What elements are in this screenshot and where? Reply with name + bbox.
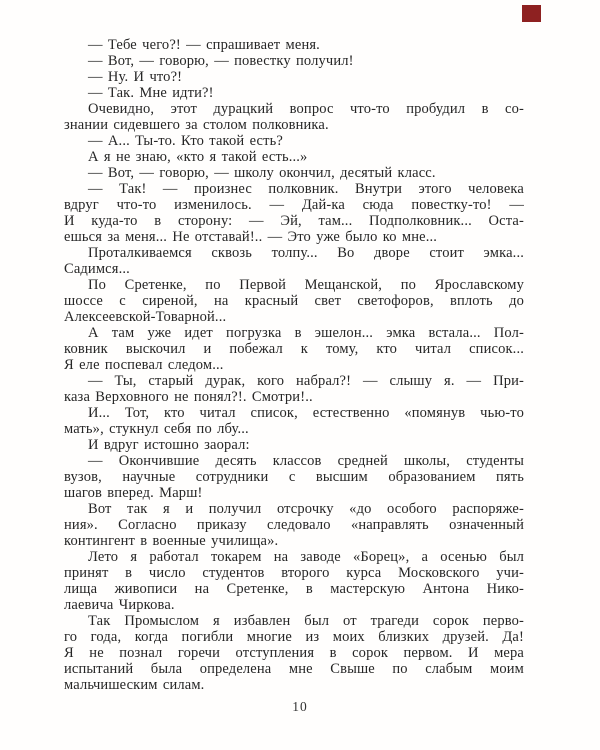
paragraph <box>64 549 524 613</box>
text-line: вузов, научные сотрудники с высшим образованием пять <box>64 469 524 485</box>
paragraph <box>64 405 524 437</box>
text-line: — Тебе чего?! — спрашивает меня. <box>88 37 320 53</box>
text-line: шоссе с сиреной, на красный свет светофоров, вплоть до <box>64 293 524 309</box>
text-line: контингент в военные училища». <box>64 533 279 549</box>
text-line: го года, когда погибли многие из моих близких друзей. Да! <box>64 629 524 645</box>
paragraph <box>64 53 524 69</box>
paragraph <box>64 133 524 149</box>
text-line: вдруг что-то изменилось. — Дай-ка сюда повестку-то! — <box>64 197 524 213</box>
text-line: — Вот, — говорю, — школу окончил, десятый класс. <box>88 165 436 181</box>
paragraph <box>64 277 524 325</box>
text-line: ешься за меня... Не отставай!.. — Это уже было ко мне... <box>64 229 438 245</box>
text-line: Я не познал горечи отступления в сорок первом. И мера <box>64 645 524 661</box>
text-line: Я еле поспевал следом... <box>64 357 224 373</box>
text-line: мать», стукнул себя по лбу... <box>64 421 249 437</box>
text-line: ния». Согласно приказу следовало «направлять означенный <box>64 517 524 533</box>
page-number: 10 <box>292 699 308 714</box>
text-line: Лето я работал токарем на заводе «Борец», а осенью был <box>88 549 524 565</box>
paragraph <box>64 325 524 373</box>
paragraph <box>64 373 524 405</box>
paragraph <box>64 437 524 453</box>
text-line: По Сретенке, по Первой Мещанской, по Ярославскому <box>88 277 524 293</box>
text-line: испытаний была определена мне Свыше по слабым моим <box>64 661 524 677</box>
text-line: Алексеевской-Товарной... <box>64 309 227 325</box>
text-line: А там уже идет погрузка в эшелон... эмка встала... Пол- <box>88 325 524 341</box>
text-line: И вдруг истошно заорал: <box>88 437 250 453</box>
paragraph <box>64 149 524 165</box>
text-line: каза Верховного не понял?!. Смотри!.. <box>64 389 313 405</box>
page-text <box>64 37 524 693</box>
text-line: лища живописи на Сретенке, в мастерскую Антона Нико- <box>64 581 524 597</box>
text-line: А я не знаю, «кто я такой есть...» <box>88 149 308 165</box>
text-line: Вот так я и получил отсрочку «до особого распоряже- <box>88 501 524 517</box>
text-line: Очевидно, этот дурацкий вопрос что-то пробудил в со- <box>88 101 524 117</box>
paragraph <box>64 101 524 133</box>
text-line: Садимся... <box>64 261 130 277</box>
text-line: принят в число студентов второго курса Московского учи- <box>64 565 524 581</box>
text-line: мальчишеским силам. <box>64 677 205 693</box>
paragraph <box>64 453 524 501</box>
paragraph <box>64 85 524 101</box>
text-line: — Так! — произнес полковник. Внутри этого человека <box>88 181 524 197</box>
text-line: Так Промыслом я избавлен был от трагеди сорок перво- <box>88 613 524 629</box>
paragraph <box>64 181 524 245</box>
text-line: — Вот, — говорю, — повестку получил! <box>88 53 354 69</box>
text-line: — Ты, старый дурак, кого набрал?! — слышу я. — При- <box>88 373 524 389</box>
text-line: И... Тот, кто читал список, естественно «помянув чью-то <box>88 405 524 421</box>
text-line: — Окончившие десять классов средней школы, студенты <box>88 453 524 469</box>
text-line: шагов вперед. Марш! <box>64 485 203 501</box>
text-line: — А... Ты-то. Кто такой есть? <box>88 133 283 149</box>
text-line: И куда-то в сторону: — Эй, там... Подполковник... Оста- <box>64 213 524 229</box>
text-line: — Так. Мне идти?! <box>88 85 214 101</box>
bookmark-marker-icon <box>522 5 541 22</box>
paragraph <box>64 613 524 693</box>
paragraph <box>64 37 524 53</box>
text-line: лаевича Чиркова. <box>64 597 175 613</box>
text-line: знании сидевшего за столом полковника. <box>64 117 329 133</box>
paragraph <box>64 69 524 85</box>
paragraph <box>64 245 524 277</box>
paragraph <box>64 501 524 549</box>
paragraph <box>64 165 524 181</box>
text-line: ковник выскочил и побежал к тому, кто читал список... <box>64 341 524 357</box>
text-line: — Ну. И что?! <box>88 69 183 85</box>
text-line: Проталкиваемся сквозь толпу... Во дворе стоит эмка... <box>88 245 524 261</box>
